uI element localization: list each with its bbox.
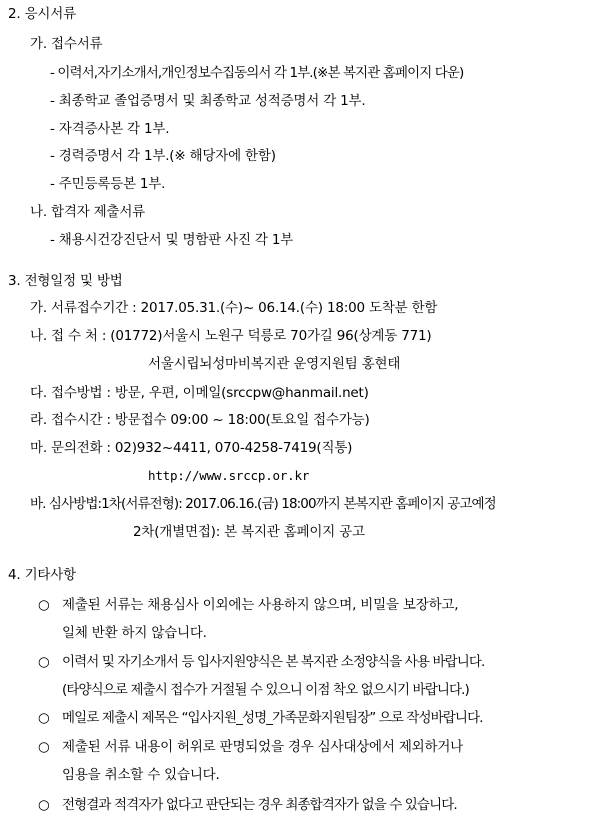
list-item: - 경력증명서 각 1부.(※ 해당자에 한함) bbox=[50, 148, 276, 164]
submission-address: 나. 접 수 처 : (01772)서울시 노원구 덕릉로 70가길 96(상계동 771) bbox=[30, 328, 432, 344]
bullet-icon: ○ bbox=[38, 739, 50, 755]
section-4-heading: 4. 기타사항 bbox=[8, 567, 76, 583]
subheading-successful-candidate-documents: 나. 합격자 제출서류 bbox=[30, 204, 146, 220]
bullet-icon: ○ bbox=[38, 710, 50, 726]
list-item-continuation: 임용을 취소할 수 있습니다. bbox=[62, 767, 220, 783]
list-item-continuation: (타양식으로 제출시 접수가 거절될 수 있으니 이점 착오 없으시기 바랍니다.) bbox=[62, 682, 469, 698]
list-item: 전형결과 적격자가 없다고 판단되는 경우 최종합격자가 없을 수 있습니다. bbox=[62, 797, 457, 813]
submission-recipient: 서울시립뇌성마비복지관 운영지원팀 홍현태 bbox=[148, 356, 401, 372]
website-link[interactable]: http://www.srccp.or.kr bbox=[148, 468, 310, 483]
contact-phone: 마. 문의전화 : 02)932~4411, 070-4258-7419(직통) bbox=[30, 440, 353, 456]
submission-method: 다. 접수방법 : 방문, 우편, 이메일(srccpw@hanmail.net) bbox=[30, 385, 369, 401]
list-item: - 최종학교 졸업증명서 및 최종학교 성적증명서 각 1부. bbox=[50, 93, 366, 109]
bullet-icon: ○ bbox=[38, 597, 50, 613]
list-item: 메일로 제출시 제목은 “입사지원_성명_가족문화지원팀장” 으로 작성바랍니다. bbox=[62, 710, 483, 726]
list-item-continuation: 일체 반환 하지 않습니다. bbox=[62, 625, 207, 641]
list-item: 제출된 서류는 채용심사 이외에는 사용하지 않으며, 비밀을 보장하고, bbox=[62, 597, 459, 613]
list-item: 이력서 및 자기소개서 등 입사지원양식은 본 복지관 소정양식을 사용 바랍니다. bbox=[62, 654, 485, 670]
submission-hours: 라. 접수시간 : 방문접수 09:00 ~ 18:00(토요일 접수가능) bbox=[30, 412, 370, 428]
list-item: - 이력서,자기소개서,개인정보수집동의서 각 1부.(※본 복지관 홈페이지 다운) bbox=[50, 65, 464, 81]
screening-method-interview: 2차(개별면접): 본 복지관 홈페이지 공고 bbox=[133, 524, 365, 540]
subheading-submission-documents: 가. 접수서류 bbox=[30, 36, 103, 52]
list-item: 제출된 서류 내용이 허위로 판명되었을 경우 심사대상에서 제외하거나 bbox=[62, 739, 464, 755]
bullet-icon: ○ bbox=[38, 654, 50, 670]
screening-method: 바. 심사방법:1차(서류전형): 2017.06.16.(금) 18:00까지 본복지관 홈페이지 공고예정 bbox=[30, 496, 496, 512]
section-2-heading: 2. 응시서류 bbox=[8, 6, 76, 22]
list-item: - 주민등록등본 1부. bbox=[50, 176, 166, 192]
section-3-heading: 3. 전형일정 및 방법 bbox=[8, 273, 123, 289]
bullet-icon: ○ bbox=[38, 797, 50, 813]
list-item: - 채용시건강진단서 및 명함판 사진 각 1부 bbox=[50, 232, 294, 248]
list-item: - 자격증사본 각 1부. bbox=[50, 121, 170, 137]
application-period: 가. 서류접수기간 : 2017.05.31.(수)~ 06.14.(수) 18:00 도착분 한함 bbox=[30, 300, 438, 316]
